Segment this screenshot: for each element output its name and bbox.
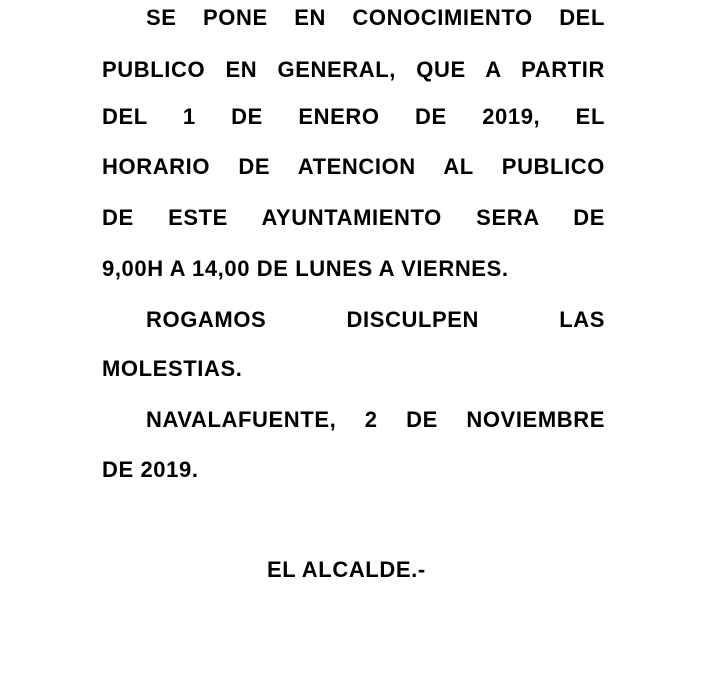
notice-line: ROGAMOS DISCULPEN LAS	[146, 307, 605, 332]
notice-line: HORARIO DE ATENCION AL PUBLICO	[102, 154, 605, 179]
notice-line: PUBLICO EN GENERAL, QUE A PARTIR	[102, 57, 605, 82]
notice-line: MOLESTIAS.	[102, 356, 243, 381]
notice-line: NAVALAFUENTE, 2 DE NOVIEMBRE	[146, 407, 605, 432]
notice-line: DEL 1 DE ENERO DE 2019, EL	[102, 104, 605, 129]
notice-line: DE 2019.	[102, 457, 199, 482]
notice-line: DE ESTE AYUNTAMIENTO SERA DE	[102, 205, 605, 230]
notice-line: SE PONE EN CONOCIMIENTO DEL	[146, 5, 605, 30]
signature: EL ALCALDE.-	[267, 557, 426, 582]
notice-line: 9,00H A 14,00 DE LUNES A VIERNES.	[102, 256, 509, 281]
